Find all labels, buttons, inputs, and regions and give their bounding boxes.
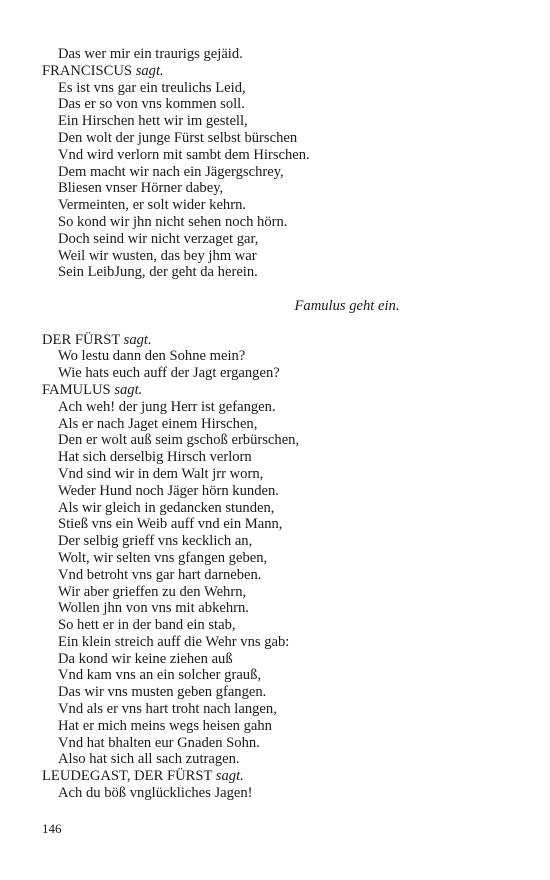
verse-line: So kond wir jhn nicht sehen noch hörn. xyxy=(58,213,288,230)
blank-line xyxy=(42,281,512,298)
verse-line: Da kond wir keine ziehen auß xyxy=(58,650,233,667)
verse-line: Wir aber grieffen zu den Wehrn, xyxy=(58,583,247,600)
verse-line: Bliesen vnser Hörner dabey, xyxy=(58,180,224,197)
verse-line: Dem macht wir nach ein Jägergschrey, xyxy=(58,163,284,180)
speaker-heading xyxy=(42,382,512,399)
speaker-name: FRANCISCUS xyxy=(42,62,133,79)
verse-line: Wie hats euch auff der Jagt ergangen? xyxy=(58,365,280,382)
verse-line: Vnd wird verlorn mit sambt dem Hirschen. xyxy=(58,146,310,163)
verse-line: Ach weh! der jung Herr ist gefangen. xyxy=(58,398,276,415)
speaker-tag: sagt. xyxy=(123,331,152,348)
stage-direction: Famulus geht ein. xyxy=(294,297,400,314)
speaker-name: FAMULUS xyxy=(42,381,111,398)
verse-line: Als wir gleich in gedancken stunden, xyxy=(58,499,275,516)
verse-line: Hat sich derselbig Hirsch verlorn xyxy=(58,449,252,466)
verse-line: Stieß vns ein Weib auff vnd ein Mann, xyxy=(58,516,283,533)
verse-line: So hett er in der band ein stab, xyxy=(58,617,236,634)
verse-line: Sein LeibJung, der geht da herein. xyxy=(58,264,258,281)
verse-line: Ach du böß vnglückliches Jagen! xyxy=(58,785,253,802)
verse-line: Ein Hirschen hett wir im gestell, xyxy=(58,113,248,130)
verse-line: Vnd kam vns an ein solcher grauß, xyxy=(58,667,262,684)
speaker-name: DER FÜRST xyxy=(42,331,120,348)
verse-line: Also hat sich all sach zutragen. xyxy=(58,751,240,768)
verse-line: Als er nach Jaget einem Hirschen, xyxy=(58,415,258,432)
speaker-tag: sagt. xyxy=(114,381,143,398)
verse-line: Der selbig grieff vns kecklich an, xyxy=(58,533,253,550)
verse-line: Vermeinten, er solt wider kehrn. xyxy=(58,197,247,214)
verse-line: Hat er mich meins wegs heisen gahn xyxy=(58,717,272,734)
speaker-heading xyxy=(42,63,512,80)
verse-line: Das wer mir ein traurigs gejäid. xyxy=(58,46,243,62)
verse-line: Vnd als er vns hart troht nach langen, xyxy=(58,701,277,718)
verse-line: Vnd sind wir in dem Walt jrr worn, xyxy=(58,465,264,482)
verse-line: Vnd hat bhalten eur Gnaden Sohn. xyxy=(58,734,260,751)
verse-line: Vnd betroht vns gar hart darneben. xyxy=(58,566,262,583)
verse-line: Das wir vns musten geben gfangen. xyxy=(58,684,267,701)
verse-line: Wolt, wir selten vns gfangen geben, xyxy=(58,549,268,566)
verse-line: Wo lestu dann den Sohne mein? xyxy=(58,348,246,365)
verse-line: Wollen jhn von vns mit abkehrn. xyxy=(58,600,249,617)
blank-line xyxy=(42,315,512,332)
page-number: 146 xyxy=(42,821,62,836)
speaker-tag: sagt. xyxy=(135,62,164,79)
play-text xyxy=(42,46,512,802)
verse-line: Ein klein streich auff die Wehr vns gab: xyxy=(58,633,290,650)
speaker-name: LEUDEGAST, DER FÜRST xyxy=(42,768,213,785)
speaker-heading xyxy=(42,332,512,349)
speaker-heading xyxy=(42,768,512,785)
verse-line: Das er so von vns kommen soll. xyxy=(58,96,245,113)
verse-line: Den er wolt auß seim gschoß erbürschen, xyxy=(58,432,300,449)
verse-line: Den wolt der junge Fürst selbst bürschen xyxy=(58,129,298,146)
verse-line: Doch seind wir nicht verzaget gar, xyxy=(58,230,259,247)
speaker-tag: sagt. xyxy=(215,768,244,785)
verse-line: Weil wir wusten, das bey jhm war xyxy=(58,247,257,264)
verse-line: Es ist vns gar ein treulichs Leid, xyxy=(58,79,246,96)
verse-line: Weder Hund noch Jäger hörn kunden. xyxy=(58,482,279,499)
